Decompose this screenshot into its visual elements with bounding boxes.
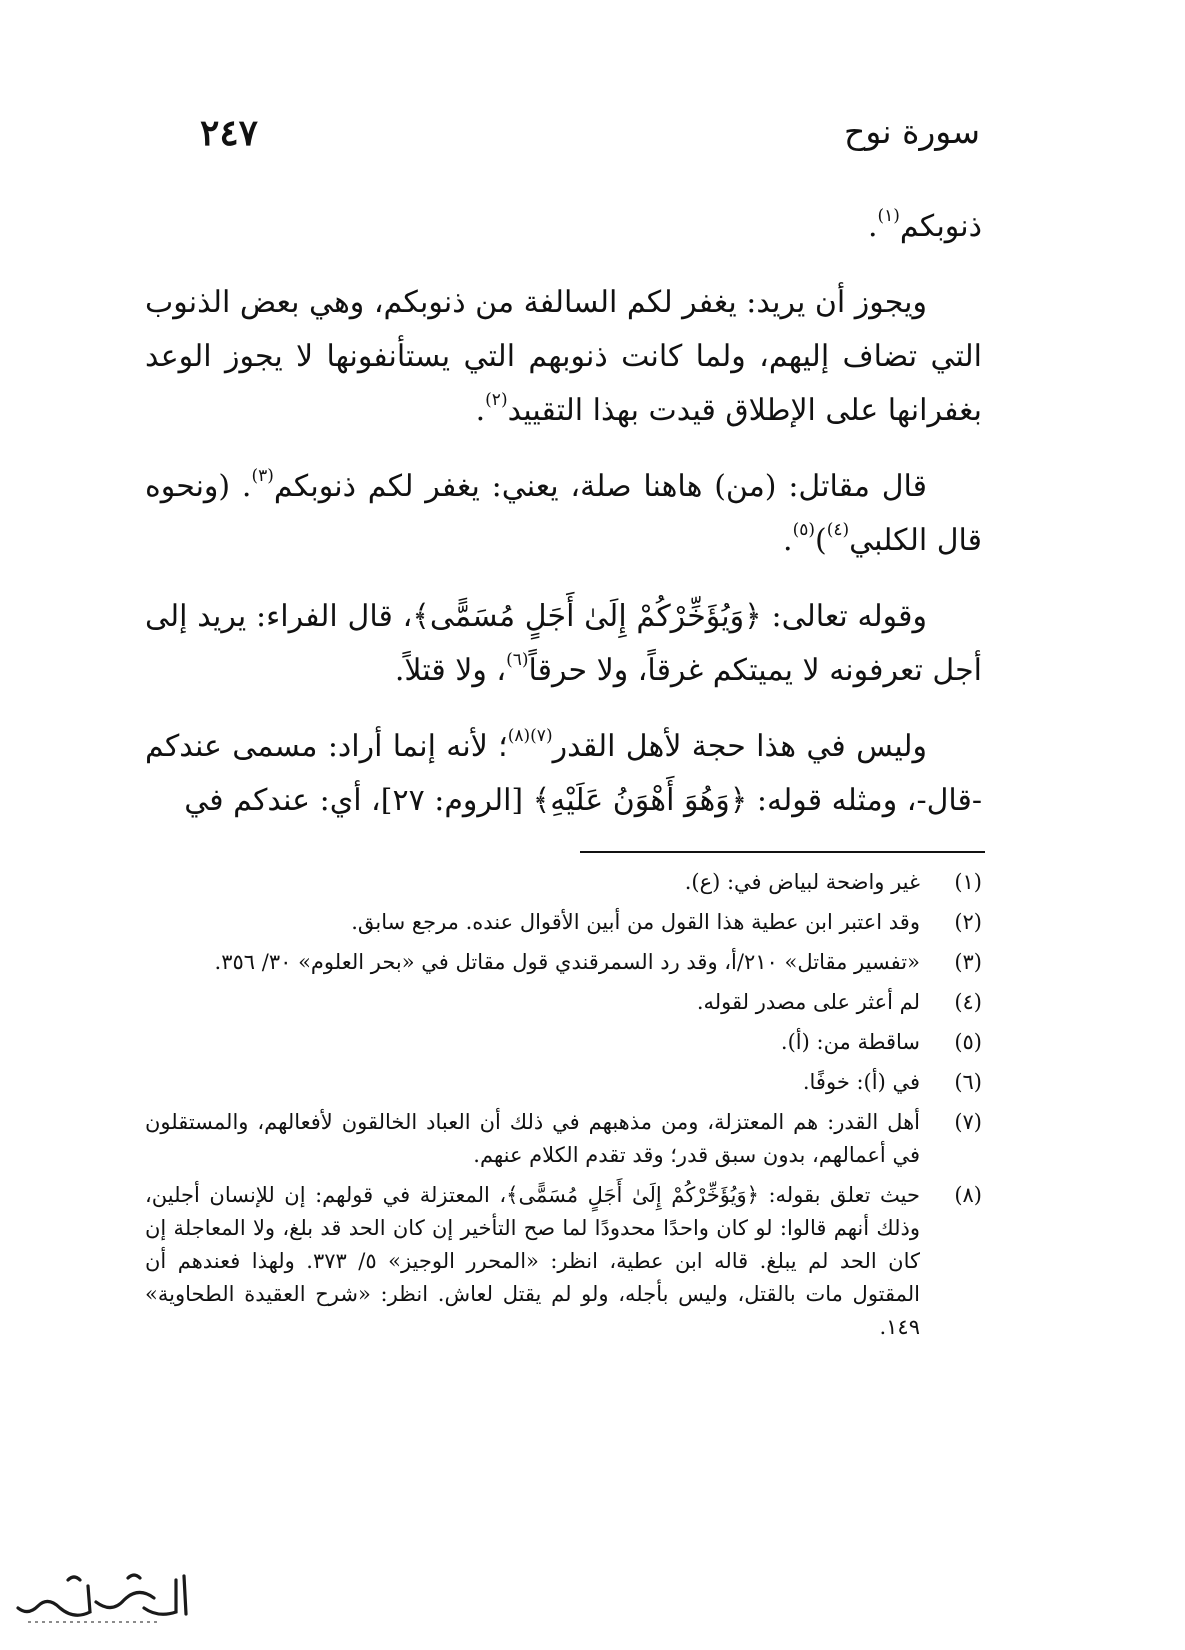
footnote-5 (145, 1026, 982, 1059)
footnote-2 (145, 906, 982, 939)
footnote-ref[interactable]: (٤) (826, 520, 850, 540)
paragraph-2 (145, 276, 982, 438)
text-run: . (867, 209, 878, 244)
text-run: . (783, 523, 793, 558)
footnote-8 (145, 1179, 982, 1344)
text-run: ويجوز أن يريد: يغفر لكم السالفة من ذنوبكم، وهي بعض الذنوب التي تضاف إليهم، ولما كانت ذنوبهم التي يستأنفونها لا يجوز الوعد بغفرانها على الإطلاق قيدت بهذا التقييد (145, 285, 982, 428)
text-run: ) (815, 523, 827, 558)
surah-title: سورة نوح (844, 112, 980, 151)
footnote-number: (٦) (954, 1070, 982, 1094)
text-run: وليس في هذا حجة لأهل القدر (552, 729, 928, 764)
footnote-number: (٧) (954, 1110, 982, 1134)
quran-verse: ﴿وَهُوَ أَهْوَنُ عَلَيْهِ﴾ (532, 783, 748, 818)
footnote-number: (١) (954, 870, 982, 894)
text-run: . (ونحوه قال الكلبي (145, 469, 982, 558)
footnote-number: (٣) (954, 950, 982, 974)
footnote-1 (145, 866, 982, 899)
text-run: ؛ لأنه إنما أراد: مسمى عندكم -قال-، ومثله قوله: (145, 729, 982, 818)
paragraph-4 (145, 590, 982, 698)
footnote-text: غير واضحة لبياض في: (ع). (684, 870, 920, 894)
footnote-text: ساقطة من: (أ). (780, 1030, 920, 1054)
main-text (145, 200, 982, 850)
footnote-6 (145, 1066, 982, 1099)
page-number: ٢٤٧ (200, 112, 259, 154)
text-run: [الروم: ٢٧]، أي: عندكم في (184, 783, 533, 818)
footnote-separator (580, 851, 985, 853)
footnote-text: لم أعثر على مصدر لقوله. (696, 990, 920, 1014)
footnote-7 (145, 1106, 982, 1172)
text-run: وقوله تعالى: (761, 599, 927, 634)
watermark-logo (8, 1568, 193, 1630)
quran-verse: ﴿وَيُؤَخِّرْكُمْ إِلَىٰ أَجَلٍ مُسَمًّى﴾ (412, 599, 762, 634)
footnote-text: أهل القدر: هم المعتزلة، ومن مذهبهم في ذلك أن العباد الخالقون لأفعالهم، والمستقلون في أعمالهم، بدون سبق قدر؛ وقد تقدم الكلام عنهم. (145, 1110, 920, 1167)
text-run: ذنوبكم (899, 209, 982, 244)
footnote-ref[interactable]: (٣) (251, 466, 274, 486)
footnote-text: وقد اعتبر ابن عطية هذا القول من أبين الأقوال عنده. مرجع سابق. (351, 910, 920, 934)
footnote-number: (٨) (954, 1183, 982, 1207)
footnote-ref[interactable]: (٦) (506, 650, 529, 670)
paragraph-3 (145, 460, 982, 568)
footnote-number: (٥) (954, 1030, 982, 1054)
footnote-text: في (أ): خوفًا. (802, 1070, 920, 1094)
paragraph-1 (145, 200, 982, 254)
footnote-ref[interactable]: (٧) (530, 726, 553, 746)
footnote-3 (145, 946, 982, 979)
footnote-ref[interactable]: (٥) (792, 520, 815, 540)
text-run: قال مقاتل: (من) هاهنا صلة، يعني: يغفر لكم ذنوبكم (273, 469, 927, 504)
page-header (200, 112, 980, 172)
paragraph-5 (145, 720, 982, 828)
footnote-number: (٢) (954, 910, 982, 934)
footnote-4 (145, 986, 982, 1019)
footnote-ref[interactable]: (٢) (485, 390, 508, 410)
text-run: ، قال الفراء: يريد إلى أجل تعرفونه لا يميتكم غرقاً، ولا حرقاً (145, 599, 982, 688)
text-run: ، ولا قتلاً. (394, 653, 507, 688)
text-run: . (475, 393, 486, 428)
footnote-text: «تفسير مقاتل» ٢١٠/أ، وقد رد السمرقندي قول مقاتل في «بحر العلوم» ٣٠/ ٣٥٦. (214, 950, 920, 974)
footnote-ref[interactable]: (٨) (507, 726, 531, 746)
footnote-number: (٤) (954, 990, 982, 1014)
footnotes (145, 866, 982, 1351)
footnote-ref[interactable]: (١) (877, 206, 900, 226)
footnote-text: حيث تعلق بقوله: ﴿وَيُؤَخِّرْكُمْ إِلَىٰ أَجَلٍ مُسَمًّى﴾، المعتزلة في قولهم: إن للإنسان أجلين، وذلك أنهم قالوا: لو كان واحدًا محدودًا لما صح التأخير إن كان الحد قد بلغ، ولا المعاجلة إن كان الحد لم يبلغ. قاله ابن عطية، انظر: «المحرر الوجيز» ٥/ ٣٧٣. ولهذا فعندهم أن المقتول مات بالقتل، وليس بأجله، ولو لم يقتل لعاش. انظر: «شرح العقيدة الطحاوية» ١٤٩. (145, 1183, 920, 1339)
